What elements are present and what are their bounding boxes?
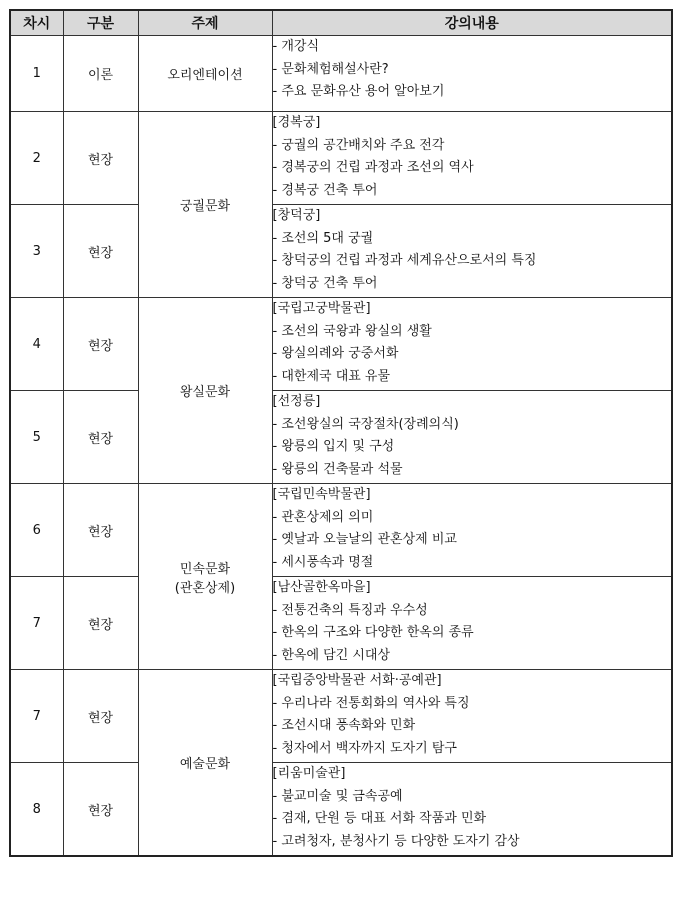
header-session: 차시	[10, 10, 63, 36]
header-topic: 주제	[138, 10, 272, 36]
content-line: [남산골한옥마을]	[272, 580, 371, 595]
type-cell: 현장	[63, 763, 138, 857]
content-line: - 창덕궁 건축 투어	[272, 275, 378, 291]
content-line: - 왕릉의 건축물과 석물	[272, 461, 403, 477]
content-line: - 경복궁의 건립 과정과 조선의 역사	[272, 160, 474, 175]
type-cell: 이론	[63, 36, 138, 112]
table-row	[10, 763, 672, 857]
session-cell: 3	[10, 205, 63, 298]
content-line: - 조선의 국왕과 왕실의 생활	[272, 323, 432, 339]
content-line: - 불교미술 및 금속공예	[272, 788, 403, 804]
topic-line: (관혼상제)	[174, 580, 236, 596]
content-line: - 조선의 5대 궁궐	[272, 230, 374, 246]
content-line: - 세시풍속과 명절	[272, 554, 374, 570]
lecture-schedule-table	[9, 9, 673, 857]
content-line: - 옛날과 오늘날의 관혼상제 비교	[272, 532, 457, 547]
table-row	[10, 577, 672, 670]
session-cell: 6	[10, 484, 63, 577]
content-line: - 겸재, 단원 등 대표 서화 작품과 민화	[272, 811, 487, 826]
type-cell: 현장	[63, 205, 138, 298]
topic-cell: 오리엔테이션	[138, 36, 272, 112]
table-row	[10, 112, 672, 205]
content-line: - 문화체험해설사란?	[272, 61, 389, 77]
content-line: - 창덕궁의 건립 과정과 세계유산으로서의 특징	[272, 253, 537, 268]
topic-line: 민속문화	[179, 561, 231, 577]
content-cell	[272, 205, 672, 298]
content-line: [창덕궁]	[272, 208, 321, 223]
content-cell	[272, 577, 672, 670]
content-line: - 경복궁 건축 투어	[272, 182, 378, 198]
type-cell: 현장	[63, 484, 138, 577]
content-line: - 고려청자, 분청사기 등 다양한 도자기 감상	[272, 833, 520, 849]
content-line: - 왕릉의 입지 및 구성	[272, 439, 395, 454]
topic-cell	[138, 484, 272, 670]
session-cell: 1	[10, 36, 63, 112]
topic-cell: 예술문화	[138, 670, 272, 857]
table-row	[10, 391, 672, 484]
session-cell: 5	[10, 391, 63, 484]
content-line: - 한옥의 구조와 다양한 한옥의 종류	[272, 625, 474, 640]
content-line: - 전통건축의 특징과 우수성	[272, 602, 428, 618]
content-cell	[272, 763, 672, 857]
content-cell	[272, 112, 672, 205]
content-line: - 한옥에 담긴 시대상	[272, 647, 391, 663]
table-row	[10, 205, 672, 298]
content-line: - 개강식	[272, 39, 319, 54]
content-line: - 궁궐의 공간배치와 주요 전각	[272, 137, 445, 153]
topic-cell: 궁궐문화	[138, 112, 272, 298]
session-cell: 2	[10, 112, 63, 205]
content-cell	[272, 36, 672, 112]
type-cell: 현장	[63, 577, 138, 670]
type-cell: 현장	[63, 391, 138, 484]
header-row	[10, 10, 672, 36]
session-cell: 8	[10, 763, 63, 857]
content-line: [경복궁]	[272, 115, 321, 130]
table-row	[10, 36, 672, 112]
content-cell	[272, 670, 672, 763]
content-line: - 주요 문화유산 용어 알아보기	[272, 84, 445, 99]
content-line: - 관혼상제의 의미	[272, 509, 374, 525]
content-line: - 조선시대 풍속화와 민화	[272, 718, 416, 733]
content-line: - 우리나라 전통회화의 역사와 특징	[272, 695, 470, 711]
content-cell	[272, 484, 672, 577]
content-cell	[272, 391, 672, 484]
session-cell: 4	[10, 298, 63, 391]
table-row	[10, 298, 672, 391]
content-line: [선정릉]	[272, 394, 321, 409]
content-line: - 왕실의례와 궁중서화	[272, 346, 399, 361]
content-line: [리움미술관]	[272, 766, 346, 781]
topic-cell: 왕실문화	[138, 298, 272, 484]
header-type: 구분	[63, 10, 138, 36]
content-line: [국립민속박물관]	[272, 487, 371, 502]
content-cell	[272, 298, 672, 391]
type-cell: 현장	[63, 112, 138, 205]
content-line: [국립고궁박물관]	[272, 301, 371, 316]
session-cell: 7	[10, 577, 63, 670]
content-line: [국립중앙박물관 서화·공예관]	[272, 673, 442, 688]
session-cell: 7	[10, 670, 63, 763]
table-row	[10, 670, 672, 763]
type-cell: 현장	[63, 298, 138, 391]
table-row	[10, 484, 672, 577]
type-cell: 현장	[63, 670, 138, 763]
content-line: - 대한제국 대표 유물	[272, 368, 391, 384]
header-content: 강의내용	[272, 10, 672, 36]
content-line: - 청자에서 백자까지 도자기 탐구	[272, 740, 457, 756]
content-line: - 조선왕실의 국장절차(장례의식)	[272, 416, 459, 432]
